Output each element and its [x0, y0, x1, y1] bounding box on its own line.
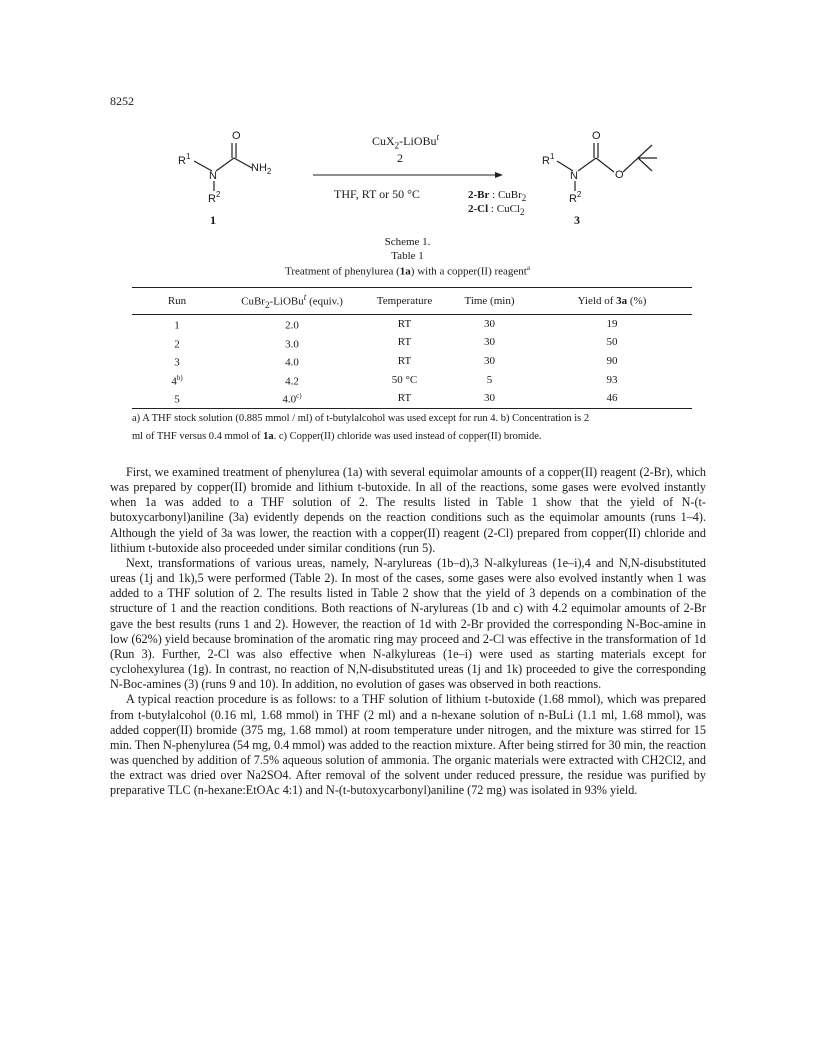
bond-p-c-o — [596, 158, 614, 172]
atom-n: N — [209, 170, 217, 182]
cell-yield: 90 — [606, 354, 618, 367]
paragraph-1: First, we examined treatment of phenylurea (1a) with several equimolar amounts of a copper(II) reagent (2-Br), which was prepared by copper(II) bromide and lithium t-butoxide. In all of the reactions, some gases were evolved instantly when 1a was added to a THF solution of 2. The results listed in Table 1 show that the yield of N-(t-butoxycarbonyl)aniline (3a) evidently depends on the reaction conditions such as the equimolar amounts (runs 1–4). Although the yield of 3a was lower, the reaction with a copper(II) reagent (2-Cl) prepared from copper(II) chloride and lithium t-butoxide also proceeded under similar conditions (run 5). — [110, 465, 706, 555]
atom-r1: $R^1$ — [178, 152, 191, 167]
bond-p-n-c — [578, 158, 596, 171]
cell-equiv: 3.0 — [285, 338, 299, 351]
cell-equiv: 2.0 — [285, 319, 299, 332]
key-2br: 2-Br : CuBr$_2$ — [468, 189, 527, 204]
paragraph-2: Next, transformations of various ureas, namely, N-arylureas (1b–d),3 N-alkylureas (1e–i),4 and N,N-disubstituted ureas (1j and 1k),5 were performed (Table 2). In most of the cases, some gases were also evolved instantly when 1 was added to a THF solution of 2. The results listed in Table 2 show that the yield of 3 depends on a combination of the structure of 1 and the reaction conditions. Both reactions of N-arylureas (1b and c) with 4.2 equimolar amounts of 2-Br gave the best results (runs 1 and 2). However, the reaction of 1d with 2-Br provided the corresponding N-Boc-amine in low (62%) yield because bromination of the aromatic ring may proceed and 2-Cl was effective in the transformation of 1d (Run 3). Further, 2-Cl was also effective when N-alkylureas (1e–i) were used as starting materials except for cyclohexylurea (1g). In contrast, no reaction of N,N-disubstituted ureas (1j and 1k) proceeded to give the corresponding N-Boc-amines (3) (runs 9 and 10). In addition, no evolution of gases was observed in both reactions. — [110, 555, 706, 692]
table-row — [132, 352, 692, 371]
reaction-conditions: THF, RT or 50 °C — [334, 187, 420, 201]
product-atom-o-ester: O — [615, 169, 624, 181]
header-time: Time (min) — [447, 288, 532, 315]
product-atom-n: N — [570, 170, 578, 182]
table-row — [132, 371, 692, 390]
table-footnote-line2: ml of THF versus 0.4 mmol of 1a. c) Copper(II) chloride was used instead of copper(II) bromide. — [132, 431, 542, 442]
table-row — [132, 334, 692, 353]
cell-time: 30 — [484, 317, 495, 330]
key-2cl: 2-Cl : CuCl$_2$ — [468, 203, 525, 218]
cell-temp: RT — [397, 354, 412, 367]
cell-time: 5 — [486, 373, 493, 386]
cell-equiv: 4.2 — [285, 375, 299, 388]
table-footnote-line1: a) A THF stock solution (0.885 mmol / ml) of t-butylalcohol was used except for run 4. b) Concentration is 2 — [132, 413, 590, 424]
cell-temp: RT — [397, 336, 412, 349]
cell-run: 4$^{b)}$ — [171, 373, 183, 388]
header-reagent: CuBr$_2$-LiOBu$^t$ (equiv.) — [222, 288, 362, 315]
bond-cq-me3 — [638, 158, 652, 171]
cell-equiv: 4.0 — [285, 356, 299, 369]
compound-label-1: 1 — [210, 213, 216, 227]
cell-time: 30 — [484, 354, 495, 367]
cell-yield: 19 — [606, 317, 618, 330]
atom-o: O — [232, 130, 241, 142]
reagent-line1: CuX$_2$-LiOBu$^t$ — [372, 132, 440, 151]
atom-nh2: $NH_2$ — [251, 162, 272, 176]
header-run: Run — [132, 288, 222, 315]
page-number: 8252 — [110, 94, 134, 108]
header-temperature: Temperature — [362, 288, 447, 315]
cell-run: 1 — [174, 319, 180, 332]
cell-run: 2 — [174, 338, 180, 351]
bond-cq-me1 — [638, 145, 652, 158]
cell-time: 30 — [447, 389, 532, 408]
reaction-arrow-head — [495, 172, 503, 178]
table-label: Table 1 — [391, 250, 424, 262]
table-row — [132, 314, 692, 333]
cell-temp: RT — [362, 389, 447, 408]
cell-time: 30 — [484, 336, 495, 349]
paragraph-3: A typical reaction procedure is as follows: to a THF solution of lithium t-butoxide (1.68 mmol), which was prepared from t-butylalcohol (0.16 ml, 1.68 mmol) in THF (2 ml) and a n-hexane solution of n-BuLi (1.1 ml, 1.68 mmol), was added copper(II) bromide (375 mg, 1.68 mmol) at room temperature under nitrogen, and the mixture was stirred for 15 min. Then N-phenylurea (54 mg, 0.4 mmol) was added to the reaction mixture. After being stirred for 30 min, the reaction was quenched by addition of 7.5% aqueous solution of ammonia. The organic materials were extracted with CH2Cl2, and the extract was dried over Na2SO4. After removal of the solvent under reduced pressure, the residue was purified by preparative TLC (n-hexane:EtOAc 4:1) and N-(t-butoxycarbonyl)aniline (72 mg) was isolated in 93% yield. — [110, 692, 706, 798]
table-row — [132, 389, 692, 408]
scheme-caption: Scheme 1. — [384, 236, 431, 248]
results-table — [132, 287, 692, 409]
product-atom-r1: $R^1$ — [542, 152, 555, 167]
cell-temp: 50 °C — [391, 373, 418, 386]
reaction-scheme — [150, 125, 690, 235]
bond-c-nh2 — [234, 158, 252, 168]
header-yield: Yield of 3a (%) — [532, 288, 692, 315]
table-title: Treatment of phenylurea (1a) with a copper(II) reagent$^a$ — [285, 264, 530, 278]
product-atom-r2: $R^2$ — [569, 190, 582, 205]
body-text — [110, 465, 706, 798]
cell-yield: 46 — [532, 389, 692, 408]
bond-n-c — [216, 158, 234, 171]
cell-run: 3 — [174, 356, 180, 369]
cell-equiv: 4.0$^{c)}$ — [222, 389, 362, 408]
cell-yield: 93 — [606, 373, 618, 386]
product-atom-o-carbonyl: O — [592, 130, 601, 142]
bond-o-cq — [623, 158, 638, 172]
atom-r2: $R^2$ — [208, 190, 221, 205]
compound-label-3: 3 — [574, 213, 580, 227]
cell-yield: 50 — [606, 336, 618, 349]
reagent-number: 2 — [397, 151, 403, 165]
cell-temp: RT — [397, 317, 412, 330]
cell-run: 5 — [132, 389, 222, 408]
